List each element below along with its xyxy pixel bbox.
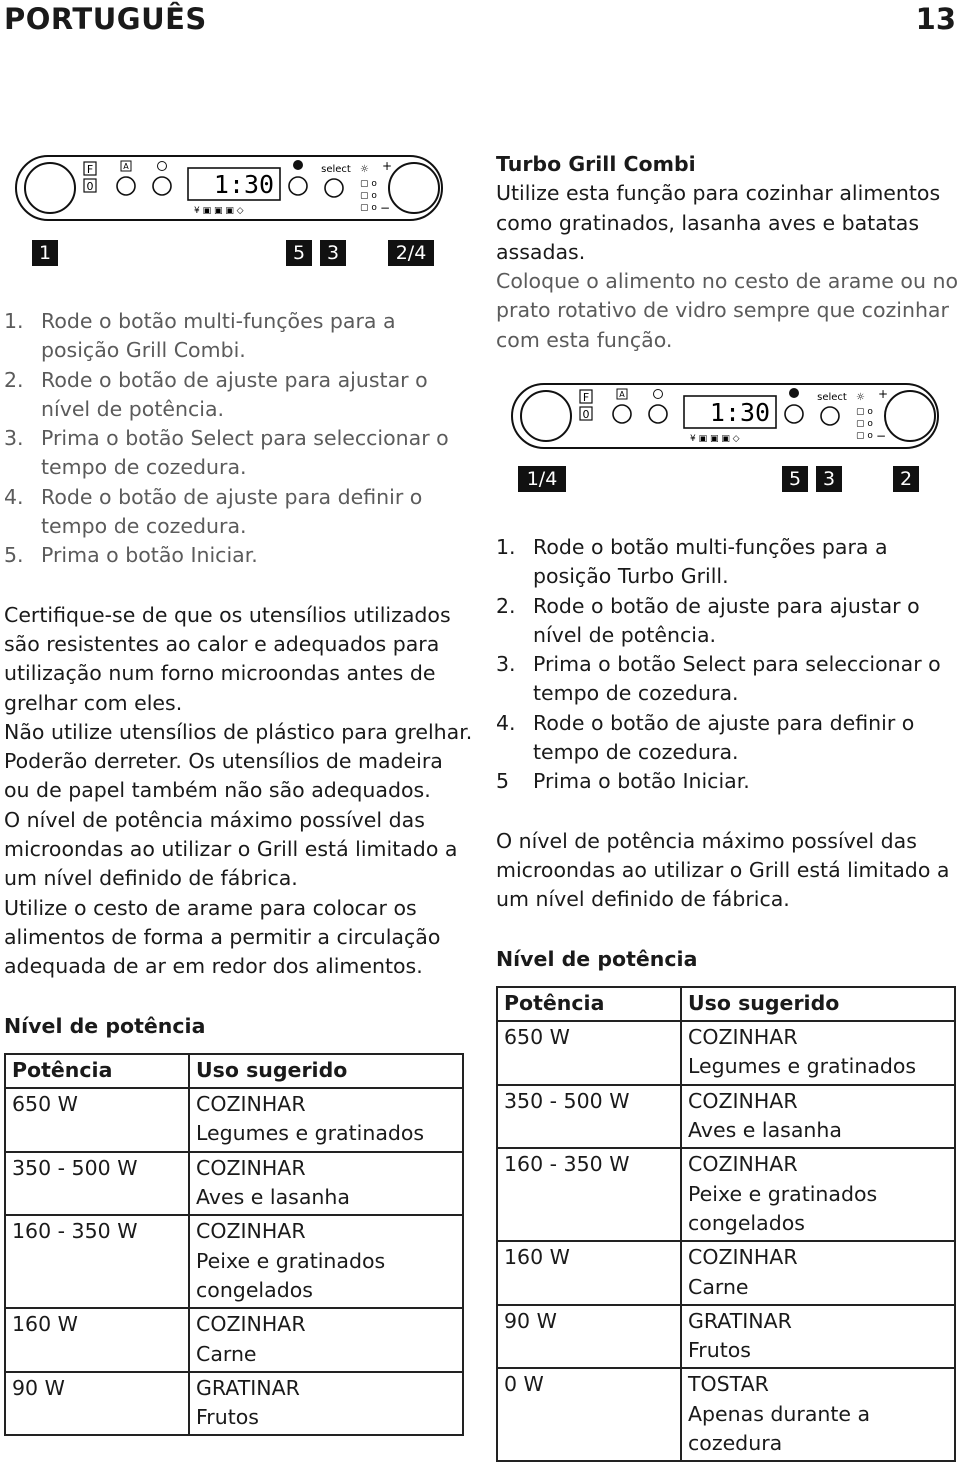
select-text: select	[817, 392, 847, 403]
svg-text:+: +	[382, 159, 393, 173]
table-header: Uso sugerido	[681, 987, 955, 1021]
multi-function-knob	[521, 391, 571, 441]
select-text: select	[321, 164, 351, 175]
svg-text:▢ o: ▢ o	[360, 179, 377, 189]
table-header: Potência	[5, 1054, 189, 1088]
f-mark: F	[582, 391, 590, 404]
page-header-language: PORTUGUÊS	[4, 2, 207, 36]
svg-text:☼: ☼	[360, 164, 369, 175]
svg-text:▢ o: ▢ o	[360, 191, 377, 201]
svg-text:▢ o: ▢ o	[360, 203, 377, 213]
table-row: 160 W COZINHAR Carne	[497, 1241, 955, 1305]
control-panel-illustration-left	[14, 150, 444, 270]
svg-text:−: −	[380, 201, 391, 215]
svg-text:¥ ▣ ▣ ▣ ◇: ¥ ▣ ▣ ▣ ◇	[690, 434, 740, 444]
list-item: 5. Prima o botão Iniciar.	[4, 543, 258, 568]
page-number: 13	[915, 2, 956, 36]
list-item: 1. Rode o botão multi-funções para a posição Turbo Grill.	[496, 535, 888, 589]
table-row: 160 - 350 W COZINHAR Peixe e gratinados congelados	[497, 1148, 955, 1241]
table-row: 350 - 500 W COZINHAR Aves e lasanha	[5, 1152, 463, 1216]
left-column	[4, 307, 474, 1436]
paragraph: O nível de potência máximo possível das microondas ao utilizar o Grill está limitado a um nível definido de fábrica.	[496, 828, 950, 912]
paragraph: O nível de potência máximo possível das microondas ao utilizar o Grill está limitado a um nível definido de fábrica.	[4, 807, 458, 891]
panel-label: 3	[816, 466, 842, 492]
table-title: Nível de potência	[4, 1013, 206, 1038]
paragraph: Certifique-se de que os utensílios utilizados são resistentes ao calor e adequados para utilização num forno microondas antes de grelhar com eles.	[4, 602, 451, 715]
list-item: 2. Rode o botão de ajuste para ajustar o nível de potência.	[4, 367, 428, 421]
power-table	[496, 986, 956, 1462]
list-item: 2. Rode o botão de ajuste para ajustar o nível de potência.	[496, 593, 920, 647]
right-column-intro	[496, 150, 958, 355]
list-item: 4. Rode o botão de ajuste para definir o tempo de cozedura.	[496, 710, 915, 765]
right-column	[496, 533, 958, 1462]
adjust-knob	[389, 163, 439, 213]
display-time: 1:30	[709, 398, 771, 427]
svg-text:▢ o: ▢ o	[856, 407, 873, 417]
svg-text:▢ o: ▢ o	[856, 419, 873, 429]
left-steps	[4, 307, 474, 571]
table-row: 650 W COZINHAR Legumes e gratinados	[5, 1088, 463, 1152]
table-header: Potência	[497, 987, 681, 1021]
section-heading: Turbo Grill Combi	[496, 152, 696, 176]
table-row: 90 W GRATINAR Frutos	[497, 1305, 955, 1369]
table-row: 0 W TOSTAR Apenas durante a cozedura	[497, 1368, 955, 1461]
control-panel-illustration-right	[510, 378, 940, 498]
table-row: 350 - 500 W COZINHAR Aves e lasanha	[497, 1085, 955, 1149]
table-row: 650 W COZINHAR Legumes e gratinados	[497, 1021, 955, 1085]
table-row: 160 - 350 W COZINHAR Peixe e gratinados congelados	[5, 1215, 463, 1308]
list-item: 3. Prima o botão Select para seleccionar o tempo de cozedura.	[496, 652, 941, 706]
list-item: 5 Prima o botão Iniciar.	[496, 769, 750, 794]
svg-text:▢ o: ▢ o	[856, 431, 873, 441]
zero-mark: 0	[86, 180, 94, 193]
paragraph: Utilize esta função para cozinhar alimentos como gratinados, lasanha aves e batatas assadas.	[496, 181, 941, 264]
zero-mark: 0	[582, 408, 590, 421]
panel-label: 5	[782, 466, 808, 492]
table-row: 160 W COZINHAR Carne	[5, 1308, 463, 1372]
multi-function-knob	[25, 163, 75, 213]
list-item: 1. Rode o botão multi-funções para a posição Grill Combi.	[4, 309, 396, 363]
svg-text:−: −	[876, 429, 887, 443]
list-item: 4. Rode o botão de ajuste para definir o tempo de cozedura.	[4, 484, 423, 539]
power-table	[4, 1053, 464, 1437]
panel-label: 3	[320, 240, 346, 266]
control-panel-drawing	[14, 150, 444, 225]
f-mark: F	[86, 163, 94, 176]
right-steps	[496, 533, 958, 797]
svg-text:☼: ☼	[856, 392, 865, 403]
table-row: 90 W GRATINAR Frutos	[5, 1372, 463, 1436]
svg-text:¥ ▣ ▣ ▣ ◇: ¥ ▣ ▣ ▣ ◇	[194, 206, 244, 216]
panel-label: 2	[893, 466, 919, 492]
paragraph: Não utilize utensílios de plástico para grelhar. Poderão derreter. Os utensílios de madeira ou de papel também não são adequados.	[4, 719, 473, 803]
a-mark: A	[619, 390, 625, 399]
paragraph: Utilize o cesto de arame para colocar os alimentos de forma a permitir a circulação adequada de ar em redor dos alimentos.	[4, 895, 441, 979]
table-title: Nível de potência	[496, 946, 698, 971]
control-panel-drawing	[510, 378, 940, 453]
paragraph: Coloque o alimento no cesto de arame ou no prato rotativo de vidro sempre que cozinhar com esta função.	[496, 269, 959, 352]
panel-label: 1/4	[518, 466, 566, 492]
panel-label: 5	[286, 240, 312, 266]
panel-label: 1	[32, 240, 58, 266]
display-time: 1:30	[213, 170, 275, 199]
table-header: Uso sugerido	[189, 1054, 463, 1088]
a-mark: A	[123, 162, 129, 171]
panel-label: 2/4	[388, 240, 434, 266]
list-item: 3. Prima o botão Select para seleccionar o tempo de cozedura.	[4, 426, 449, 480]
svg-text:+: +	[878, 387, 889, 401]
adjust-knob	[885, 391, 935, 441]
